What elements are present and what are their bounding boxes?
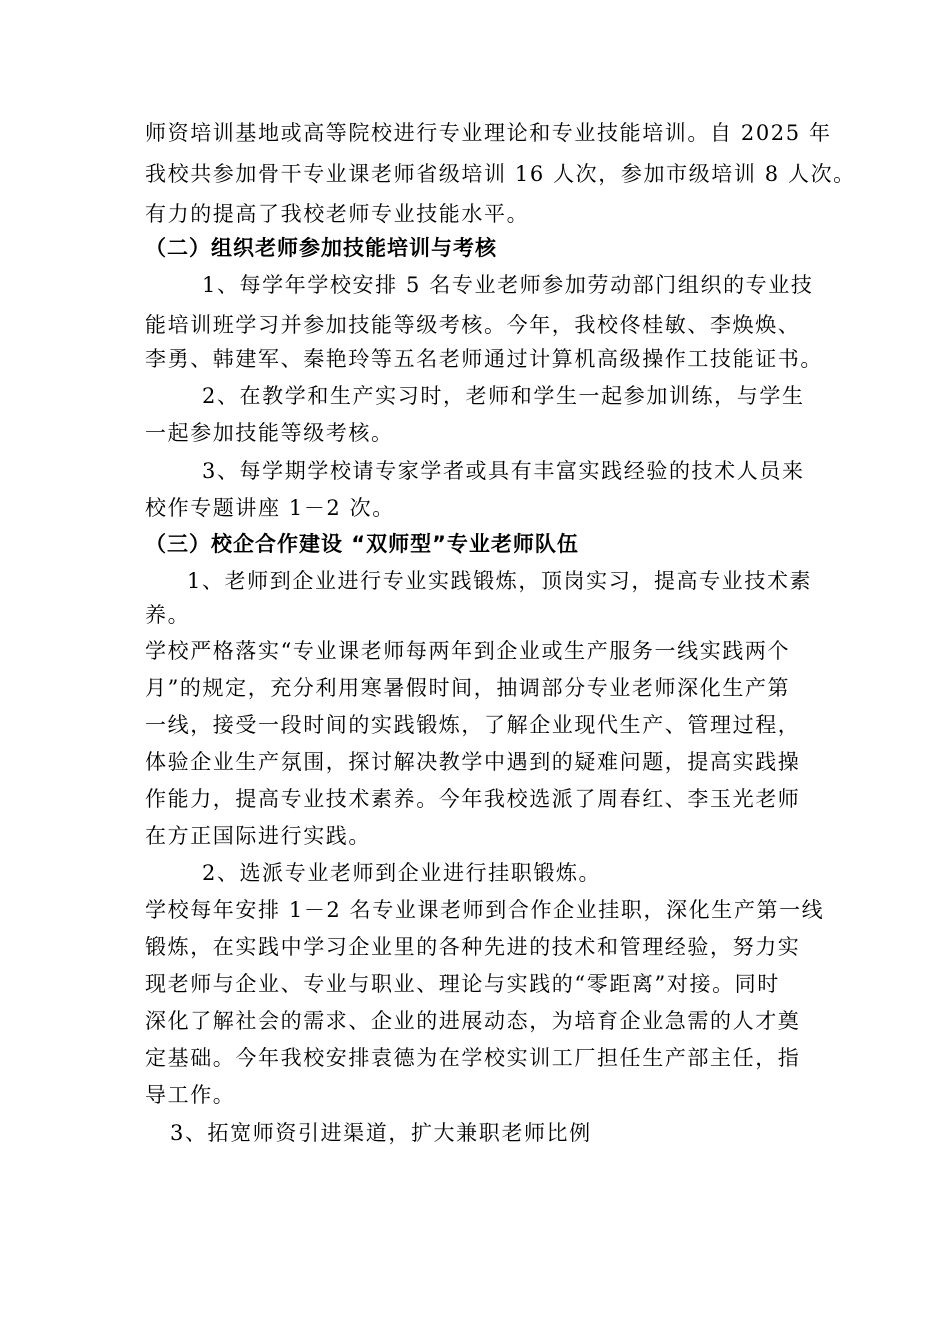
paragraph-line: 一线，接受一段时间的实践锻炼，了解企业现代生产、管理过程， bbox=[145, 713, 801, 737]
paragraph-line: 学校严格落实“专业课老师每两年到企业或生产服务一线实践两个 bbox=[145, 639, 791, 663]
paragraph-line: 师资培训基地或高等院校进行专业理论和专业技能培训。自 2025 年 bbox=[145, 121, 832, 145]
section-heading-3: （三）校企合作建设 “双师型”专业老师队伍 bbox=[145, 532, 579, 556]
paragraph-line: 养。 bbox=[145, 603, 191, 627]
paragraph-line: 2、在教学和生产实习时，老师和学生一起参加训练，与学生 bbox=[202, 384, 805, 408]
paragraph-line: 能培训班学习并参加技能等级考核。今年，我校佟桂敏、李焕焕、 bbox=[145, 313, 801, 337]
paragraph-line: 3、每学期学校请专家学者或具有丰富实践经验的技术人员来 bbox=[202, 459, 805, 483]
paragraph-line: 在方正国际进行实践。 bbox=[145, 824, 371, 848]
paragraph-line: 现老师与企业、专业与职业、理论与实践的“零距离”对接。同时 bbox=[145, 972, 780, 996]
paragraph-line: 3、拓宽师资引进渠道，扩大兼职老师比例 bbox=[170, 1121, 592, 1145]
paragraph-line: 一起参加技能等级考核。 bbox=[145, 421, 394, 445]
paragraph-line: 1、每学年学校安排 5 名专业老师参加劳动部门组织的专业技 bbox=[202, 273, 814, 297]
paragraph-line: 2、选派专业老师到企业进行挂职锻炼。 bbox=[202, 861, 602, 885]
paragraph-line: 我校共参加骨干专业课老师省级培训 16 人次，参加市级培训 8 人次。 bbox=[145, 162, 856, 186]
paragraph-line: 有力的提高了我校老师专业技能水平。 bbox=[145, 202, 530, 226]
paragraph-line: 作能力，提高专业技术素养。今年我校选派了周春红、李玉光老师 bbox=[145, 787, 801, 811]
paragraph-line: 体验企业生产氛围，探讨解决教学中遇到的疑难问题，提高实践操 bbox=[145, 750, 801, 774]
section-heading-2: （二）组织老师参加技能培训与考核 bbox=[145, 236, 497, 260]
paragraph-line: 1、老师到企业进行专业实践锻炼，顶岗实习，提高专业技术素 bbox=[187, 569, 813, 593]
paragraph-line: 定基础。今年我校安排袁德为在学校实训工厂担任生产部主任，指 bbox=[145, 1046, 801, 1070]
paragraph-line: 李勇、韩建军、秦艳玲等五名老师通过计算机高级操作工技能证书。 bbox=[145, 347, 823, 371]
paragraph-line: 校作专题讲座 1－2 次。 bbox=[145, 496, 395, 520]
paragraph-line: 深化了解社会的需求、企业的进展动态，为培育企业急需的人才奠 bbox=[145, 1009, 801, 1033]
paragraph-line: 学校每年安排 1－2 名专业课老师到合作企业挂职，深化生产第一线 bbox=[145, 898, 825, 922]
paragraph-line: 月”的规定，充分利用寒暑假时间，抽调部分专业老师深化生产第 bbox=[145, 676, 791, 700]
paragraph-line: 导工作。 bbox=[145, 1083, 236, 1107]
paragraph-line: 锻炼，在实践中学习企业里的各种先进的技术和管理经验，努力实 bbox=[145, 935, 801, 959]
